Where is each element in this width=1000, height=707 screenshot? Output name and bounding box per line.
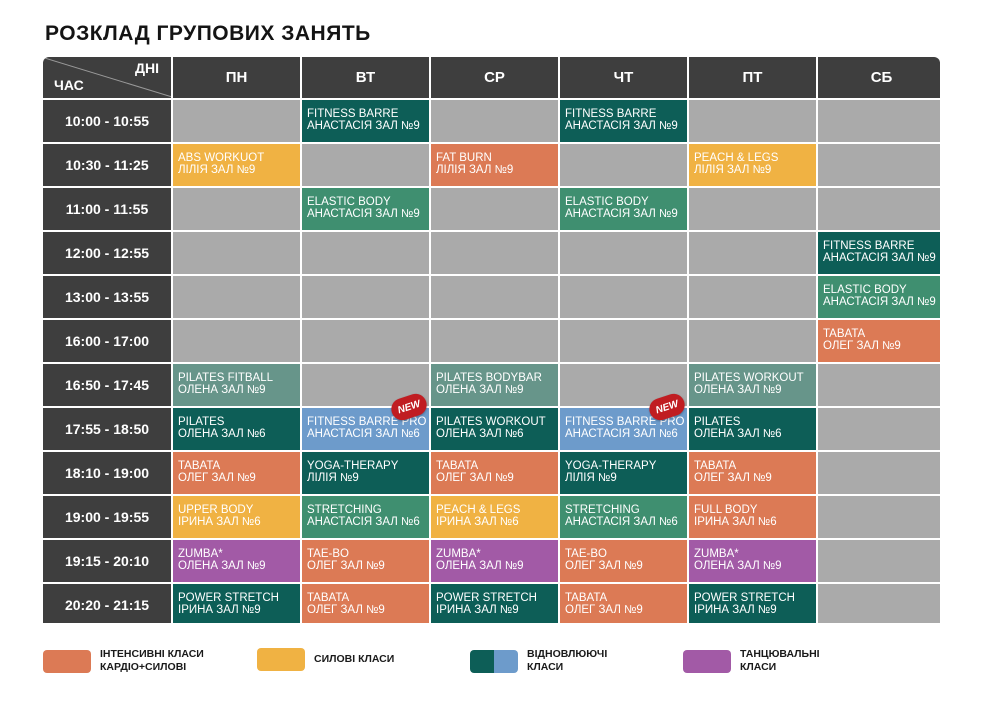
class-cell <box>560 584 687 623</box>
class-name: ZUMBA* <box>694 548 739 560</box>
legend-label-line: ІНТЕНСИВНІ КЛАСИ <box>100 648 204 660</box>
class-name: FAT BURN <box>436 152 492 164</box>
class-trainer-room: ОЛЕГ ЗАЛ №9 <box>436 472 514 484</box>
empty-cell <box>173 276 300 318</box>
class-trainer-room: АНАСТАСІЯ ЗАЛ №6 <box>565 428 678 440</box>
class-trainer-room: ЛІЛІЯ ЗАЛ №9 <box>694 164 772 176</box>
class-cell <box>560 540 687 582</box>
class-name: UPPER BODY <box>178 504 254 516</box>
class-trainer-room: ЛІЛІЯ №9 <box>307 472 359 484</box>
class-cell <box>173 144 300 186</box>
class-cell <box>689 540 816 582</box>
class-trainer-room: ОЛЕНА ЗАЛ №9 <box>178 560 266 572</box>
empty-cell <box>818 188 940 230</box>
class-trainer-room: ОЛЕГ ЗАЛ №9 <box>823 340 901 352</box>
time-slot: 11:00 - 11:55 <box>43 188 171 230</box>
class-cell <box>173 540 300 582</box>
class-cell <box>560 188 687 230</box>
legend-label-line: ВІДНОВЛЮЮЧІ <box>527 648 608 660</box>
class-trainer-room: ОЛЕГ ЗАЛ №9 <box>694 472 772 484</box>
class-cell <box>173 452 300 494</box>
empty-cell <box>431 320 558 362</box>
class-name: FITNESS BARRE PRO <box>565 416 685 428</box>
legend-swatch <box>470 650 518 673</box>
class-cell <box>818 320 940 362</box>
time-slot: 19:15 - 20:10 <box>43 540 171 582</box>
legend-label-line: ТАНЦЮВАЛЬНІ <box>740 648 820 660</box>
empty-cell <box>560 232 687 274</box>
class-name: PILATES FITBALL <box>178 372 274 384</box>
class-trainer-room: ОЛЕНА ЗАЛ №9 <box>694 560 782 572</box>
class-name: STRETCHING <box>307 504 382 516</box>
class-name: PILATES WORKOUT <box>694 372 804 384</box>
class-name: PEACH & LEGS <box>436 504 521 516</box>
class-name: FULL BODY <box>694 504 758 516</box>
time-axis-label: ЧАС <box>54 77 84 93</box>
class-name: POWER STRETCH <box>178 592 279 604</box>
legend-item <box>257 648 394 671</box>
empty-cell <box>431 276 558 318</box>
legend-swatch <box>43 650 91 673</box>
empty-cell <box>173 188 300 230</box>
day-header: СБ <box>818 57 940 98</box>
class-trainer-room: ОЛЕНА ЗАЛ №6 <box>436 428 524 440</box>
class-trainer-room: АНАСТАСІЯ ЗАЛ №6 <box>307 516 420 528</box>
legend-label <box>100 648 204 674</box>
class-name: ELASTIC BODY <box>565 196 649 208</box>
class-cell <box>302 100 429 142</box>
legend-label <box>527 648 607 674</box>
class-trainer-room: ІРИНА ЗАЛ №6 <box>436 516 519 528</box>
legend-item <box>470 648 607 674</box>
class-cell <box>431 584 558 623</box>
class-trainer-room: АНАСТАСІЯ ЗАЛ №9 <box>823 296 936 308</box>
class-cell <box>689 496 816 538</box>
class-trainer-room: ОЛЕНА ЗАЛ №6 <box>694 428 782 440</box>
legend-label-line: СИЛОВІ КЛАСИ <box>314 653 395 665</box>
class-trainer-room: ІРИНА ЗАЛ №9 <box>436 604 519 616</box>
empty-cell <box>560 276 687 318</box>
class-trainer-room: ОЛЕГ ЗАЛ №9 <box>307 604 385 616</box>
class-name: POWER STRETCH <box>436 592 537 604</box>
empty-cell <box>818 408 940 450</box>
class-name: PILATES BODYBAR <box>436 372 542 384</box>
class-cell <box>431 540 558 582</box>
class-cell <box>818 232 940 274</box>
time-slot: 10:00 - 10:55 <box>43 100 171 142</box>
legend-label <box>740 648 820 674</box>
class-name: ELASTIC BODY <box>823 284 907 296</box>
class-trainer-room: АНАСТАСІЯ ЗАЛ №6 <box>565 516 678 528</box>
class-cell <box>560 100 687 142</box>
empty-cell <box>689 276 816 318</box>
time-slot: 18:10 - 19:00 <box>43 452 171 494</box>
class-cell <box>818 276 940 318</box>
time-slot: 17:55 - 18:50 <box>43 408 171 450</box>
class-trainer-room: ОЛЕГ ЗАЛ №9 <box>178 472 256 484</box>
class-trainer-room: АНАСТАСІЯ ЗАЛ №9 <box>565 208 678 220</box>
time-slot: 13:00 - 13:55 <box>43 276 171 318</box>
class-cell <box>689 364 816 406</box>
class-name: ZUMBA* <box>178 548 223 560</box>
empty-cell <box>302 320 429 362</box>
class-name: TABATA <box>436 460 479 472</box>
empty-cell <box>818 144 940 186</box>
table-corner-header <box>43 57 171 98</box>
class-name: PILATES <box>694 416 741 428</box>
day-header: ВТ <box>302 57 429 98</box>
class-name: TABATA <box>307 592 350 604</box>
class-trainer-room: АНАСТАСІЯ ЗАЛ №6 <box>307 428 420 440</box>
class-cell <box>689 408 816 450</box>
time-slot: 10:30 - 11:25 <box>43 144 171 186</box>
class-name: FITNESS BARRE <box>823 240 915 252</box>
time-slot: 20:20 - 21:15 <box>43 584 171 623</box>
class-cell <box>302 452 429 494</box>
class-cell <box>431 408 558 450</box>
day-header: ПТ <box>689 57 816 98</box>
empty-cell <box>431 188 558 230</box>
class-trainer-room: ОЛЕНА ЗАЛ №6 <box>178 428 266 440</box>
empty-cell <box>818 364 940 406</box>
class-name: PEACH & LEGS <box>694 152 779 164</box>
class-cell <box>431 496 558 538</box>
class-cell <box>173 408 300 450</box>
class-name: PILATES <box>178 416 225 428</box>
class-name: PILATES WORKOUT <box>436 416 546 428</box>
class-trainer-room: ОЛЕГ ЗАЛ №9 <box>565 560 643 572</box>
empty-cell <box>560 144 687 186</box>
legend-swatch <box>257 648 305 671</box>
days-axis-label: ДНІ <box>135 60 159 76</box>
page-title: РОЗКЛАД ГРУПОВИХ ЗАНЯТЬ <box>45 22 371 45</box>
class-cell <box>173 584 300 623</box>
schedule-table <box>43 57 940 623</box>
class-name: TABATA <box>565 592 608 604</box>
new-badge: NEW <box>646 391 687 423</box>
class-name: ELASTIC BODY <box>307 196 391 208</box>
class-name: FITNESS BARRE <box>307 108 399 120</box>
class-cell <box>302 188 429 230</box>
empty-cell <box>818 496 940 538</box>
empty-cell <box>689 188 816 230</box>
class-trainer-room: АНАСТАСІЯ ЗАЛ №9 <box>307 120 420 132</box>
class-name: TAE-BO <box>565 548 607 560</box>
empty-cell <box>173 232 300 274</box>
empty-cell <box>689 320 816 362</box>
class-name: TABATA <box>178 460 221 472</box>
class-trainer-room: ІРИНА ЗАЛ №9 <box>694 604 777 616</box>
class-name: TABATA <box>823 328 866 340</box>
legend-label-line: КЛАСИ <box>527 661 564 673</box>
class-cell <box>173 364 300 406</box>
legend-label-line: КАРДІО+СИЛОВІ <box>100 661 187 673</box>
class-name: POWER STRETCH <box>694 592 795 604</box>
class-cell <box>431 452 558 494</box>
class-trainer-room: АНАСТАСІЯ ЗАЛ №9 <box>307 208 420 220</box>
new-badge: NEW <box>388 391 429 423</box>
class-cell <box>173 496 300 538</box>
legend-item <box>43 648 204 674</box>
empty-cell <box>302 144 429 186</box>
empty-cell <box>818 540 940 582</box>
class-name: FITNESS BARRE PRO <box>307 416 427 428</box>
empty-cell <box>302 232 429 274</box>
class-cell <box>560 452 687 494</box>
empty-cell <box>560 320 687 362</box>
legend-swatch <box>683 650 731 673</box>
class-trainer-room: АНАСТАСІЯ ЗАЛ №9 <box>823 252 936 264</box>
class-trainer-room: ЛІЛІЯ ЗАЛ №9 <box>178 164 256 176</box>
day-header: СР <box>431 57 558 98</box>
empty-cell <box>689 232 816 274</box>
class-cell <box>431 364 558 406</box>
class-name: ZUMBA* <box>436 548 481 560</box>
class-cell <box>302 540 429 582</box>
class-name: ABS WORKUOT <box>178 152 265 164</box>
class-name: FITNESS BARRE <box>565 108 657 120</box>
class-trainer-room: АНАСТАСІЯ ЗАЛ №9 <box>565 120 678 132</box>
class-trainer-room: ОЛЕГ ЗАЛ №9 <box>565 604 643 616</box>
class-name: YOGA-THERAPY <box>307 460 399 472</box>
empty-cell <box>818 584 940 623</box>
class-trainer-room: ЛІЛІЯ ЗАЛ №9 <box>436 164 514 176</box>
empty-cell <box>431 100 558 142</box>
class-trainer-room: ОЛЕНА ЗАЛ №9 <box>436 560 524 572</box>
class-trainer-room: ОЛЕНА ЗАЛ №9 <box>436 384 524 396</box>
class-name: STRETCHING <box>565 504 640 516</box>
legend-label <box>314 653 394 666</box>
class-cell <box>689 584 816 623</box>
class-cell <box>302 496 429 538</box>
class-cell <box>689 452 816 494</box>
class-trainer-room: ОЛЕГ ЗАЛ №9 <box>307 560 385 572</box>
class-cell <box>560 496 687 538</box>
legend-label-line: КЛАСИ <box>740 661 777 673</box>
class-trainer-room: ОЛЕНА ЗАЛ №9 <box>178 384 266 396</box>
empty-cell <box>818 452 940 494</box>
time-slot: 19:00 - 19:55 <box>43 496 171 538</box>
day-header: ПН <box>173 57 300 98</box>
empty-cell <box>173 100 300 142</box>
time-slot: 16:00 - 17:00 <box>43 320 171 362</box>
legend-item <box>683 648 820 674</box>
class-trainer-room: ІРИНА ЗАЛ №9 <box>178 604 261 616</box>
class-trainer-room: ІРИНА ЗАЛ №6 <box>694 516 777 528</box>
empty-cell <box>173 320 300 362</box>
empty-cell <box>302 276 429 318</box>
time-slot: 16:50 - 17:45 <box>43 364 171 406</box>
empty-cell <box>818 100 940 142</box>
class-cell <box>431 144 558 186</box>
class-cell <box>689 144 816 186</box>
class-trainer-room: ОЛЕНА ЗАЛ №9 <box>694 384 782 396</box>
class-trainer-room: ІРИНА ЗАЛ №6 <box>178 516 261 528</box>
class-cell <box>302 584 429 623</box>
empty-cell <box>689 100 816 142</box>
class-trainer-room: ЛІЛІЯ №9 <box>565 472 617 484</box>
time-slot: 12:00 - 12:55 <box>43 232 171 274</box>
class-name: TAE-BO <box>307 548 349 560</box>
empty-cell <box>431 232 558 274</box>
class-name: TABATA <box>694 460 737 472</box>
class-name: YOGA-THERAPY <box>565 460 657 472</box>
day-header: ЧТ <box>560 57 687 98</box>
